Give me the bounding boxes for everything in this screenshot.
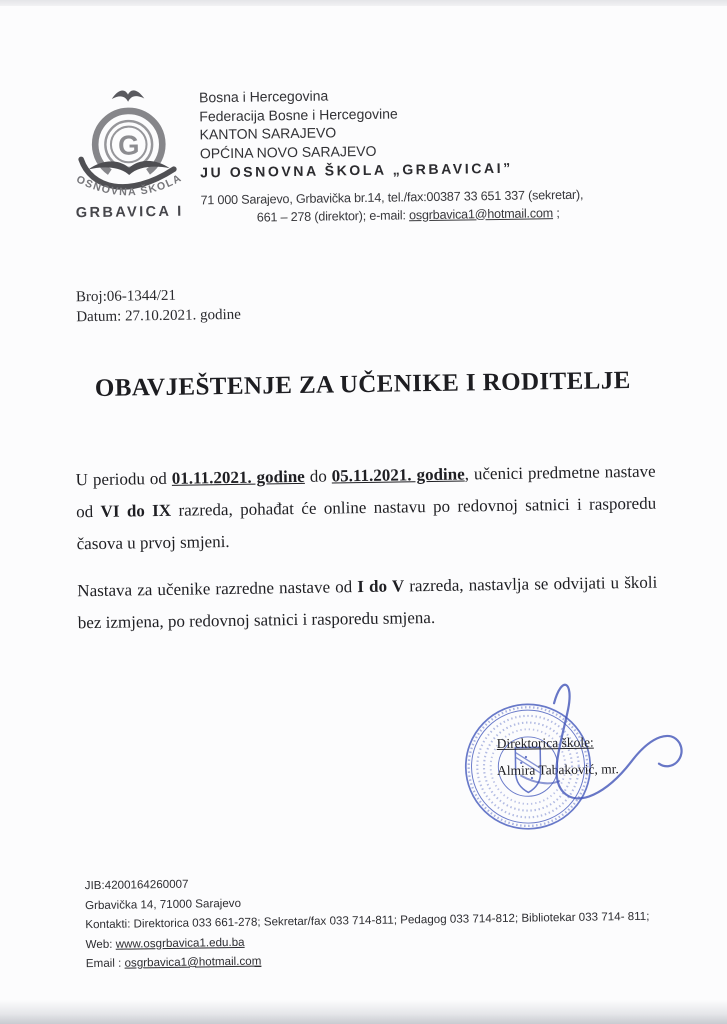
logo-arc-text: OSNOVNA ŠKOLA [74,171,185,199]
p1-seg: U periodu od [75,468,172,490]
document-footer [85,867,696,974]
org-hierarchy [199,83,583,163]
org-line-country: Bosna i Hercegovina [198,87,329,106]
signatory-name: Almira Tabaković, mr. [496,761,619,779]
address-line-2-suffix: ; [552,205,560,220]
org-line-canton: KANTON SARAJEVO [199,124,337,143]
p2-seg: razreda, nastavlja se odvijati u školi bez izmjena, po redovnoj satnici i rasporedu smjena. [77,572,658,633]
footer-address: Grbavička 14, 71000 Sarajevo [84,896,242,912]
school-address [200,185,583,227]
footer-contacts: Kontakti: Direktorica 033 661-278; Sekretar/fax 033 714-811; Pedagog 033 714-812; Bibliotekar 033 714- 811; [85,909,650,932]
p1-seg: do [304,466,332,486]
bird-icon [112,90,145,102]
signatory [497,734,619,779]
paragraph-2 [77,567,658,640]
signature-block [432,687,694,851]
document-title: OBAVJEŠTENJE ZA UČENIKE I RODITELJE [94,367,631,402]
scan-shadow-bottom-wide [0,1014,727,1024]
letterhead-text [199,79,584,227]
address-line-1: 71 000 Sarajevo, Grbavička br.14, tel./fax:00387 33 651 337 (sekretar), [200,187,584,207]
org-line-federation: Federacija Bosne i Hercegovine [199,104,398,124]
logo-caption: GRBAVICA I [75,203,184,222]
school-logo [67,85,191,229]
p1-date-end: 05.11.2021. godine [331,464,465,486]
letterhead [67,79,584,229]
p1-seg: razreda, pohađat će online nastavu po redovnoj satnici i rasporedu časova u prvoj smjeni. [76,493,657,554]
p1-date-start: 01.11.2021. godine [171,466,305,488]
reference-number: Broj:06-1344/21 [75,287,177,306]
address-line-2-prefix: 661 – 278 (direktor); e-mail: [256,207,410,225]
footer-email-url: osgrbavica1@hotmail.com [124,954,262,970]
paragraph-1 [75,456,656,561]
p1-seg: , učenici predmetne nastave od [76,461,656,522]
school-logo-emblem [67,85,191,205]
reference-block [76,285,241,327]
logo-letter: G [117,129,140,161]
footer-web-url: www.osgrbavica1.edu.ba [115,935,245,951]
footer-jib: JIB:4200164260007 [84,877,189,893]
body-text [75,456,658,655]
footer-email-label: Email : [85,956,125,971]
footer-web-label: Web: [85,937,116,951]
signatory-role: Direktorica škole: [496,734,594,752]
reference-date: Datum: 27.10.2021. godine [76,306,241,326]
p2-grades: I do V [357,576,405,597]
p1-grades: VI do IX [100,500,172,521]
school-name: JU OSNOVNA ŠKOLA „GRBAVICAI” [200,159,513,181]
p2-seg: Nastava za učenike razredne nastave od [77,577,358,601]
org-line-municipality: OPĆINA NOVO SARAJEVO [199,142,377,161]
header-email: osgrbavica1@hotmail.com [408,205,554,222]
